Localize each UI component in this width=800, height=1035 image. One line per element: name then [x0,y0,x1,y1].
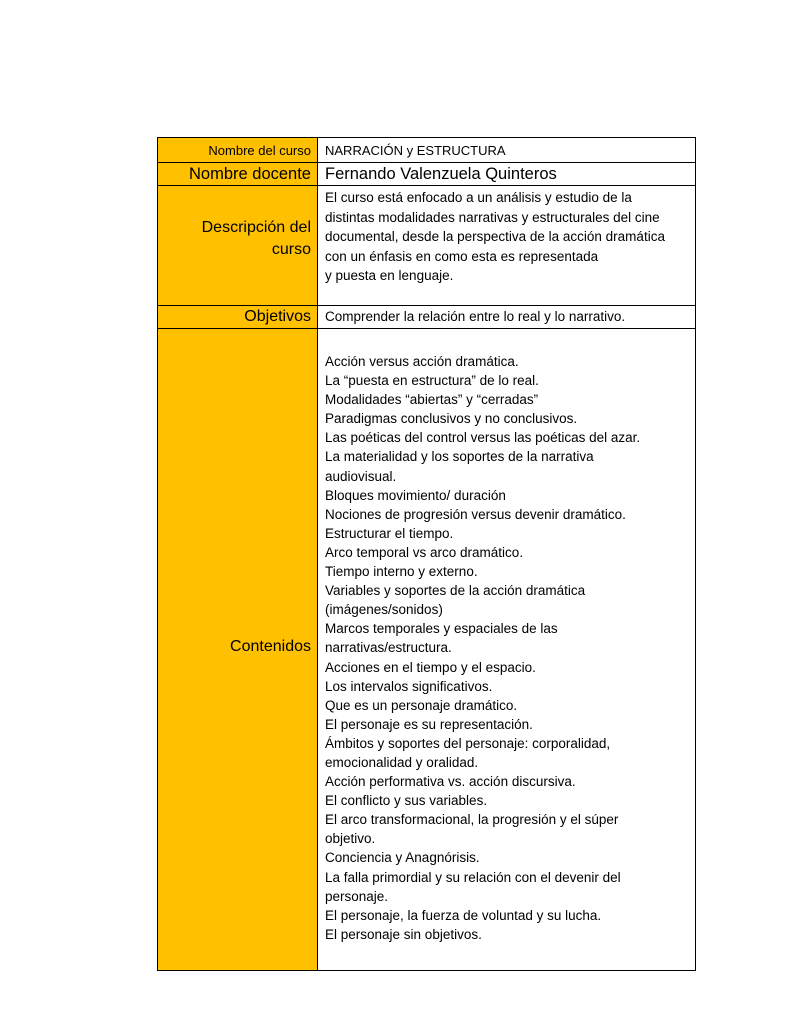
contents-line: El conflicto y sus variables. [325,793,488,809]
course-name-row [158,138,696,163]
contents-line: Que es un personaje dramático. [325,697,518,713]
contents-line: (imágenes/sonidos) [325,602,443,618]
contents-line: Variables y soportes de la acción dramática [325,583,586,599]
teacher-row [158,163,696,186]
course-name-label: Nombre del curso [158,138,318,163]
contents-line: Acción performativa vs. acción discursiva. [325,774,576,790]
contents-line: Conciencia y Anagnórisis. [325,850,480,866]
contents-line: emocionalidad y oralidad. [325,754,479,770]
objectives-value: Comprender la relación entre lo real y lo narrativo. [318,306,696,329]
contents-line: Paradigmas conclusivos y no conclusivos. [325,411,578,427]
contents-line: El personaje es su representación. [325,716,533,732]
contents-line: El personaje, la fuerza de voluntad y su lucha. [325,907,602,923]
contents-row [158,329,696,971]
teacher-label: Nombre docente [158,163,318,186]
contents-line: Estructurar el tiempo. [325,525,454,541]
description-value [318,186,696,306]
description-line: documental, desde la perspectiva de la acción dramática [325,229,665,244]
contents-label: Contenidos [158,329,318,971]
contents-line: objetivo. [325,831,376,847]
description-line: con un énfasis en como esta es representada [325,248,599,264]
description-label-line: curso [271,240,311,258]
contents-line: Acción versus acción dramática. [325,354,519,369]
contents-line: El arco transformacional, la progresión y el súper [325,812,619,828]
contents-line: Bloques movimiento/ duración [325,487,506,503]
contents-line: La “puesta en estructura” de lo real. [325,373,539,389]
contents-line: Modalidades “abiertas” y “cerradas” [325,392,539,408]
course-info-table [157,137,696,971]
objectives-row [158,306,696,329]
contents-line: audiovisual. [325,468,397,484]
teacher-value: Fernando Valenzuela Quinteros [318,163,696,186]
contents-line: El personaje sin objetivos. [325,926,482,942]
contents-line: Acciones en el tiempo y el espacio. [325,659,536,675]
description-label [158,186,318,306]
contents-line: Los intervalos significativos. [325,678,493,694]
contents-line: La materialidad y los soportes de la narrativa [325,449,594,465]
contents-line: Nociones de progresión versus devenir dramático. [325,506,626,522]
contents-line: Las poéticas del control versus las poéticas del azar. [325,430,641,446]
description-label-line: Descripción del [201,218,311,236]
description-line: y puesta en lenguaje. [325,268,454,283]
contents-value [318,329,696,971]
contents-line: Arco temporal vs arco dramático. [325,544,524,560]
contents-line: Tiempo interno y externo. [325,564,478,580]
description-line: El curso está enfocado a un análisis y estudio de la [325,190,632,205]
contents-line: Ámbitos y soportes del personaje: corporalidad, [325,735,611,751]
description-row [158,186,696,306]
contents-line: Marcos temporales y espaciales de las [325,621,558,637]
objectives-label: Objetivos [158,306,318,329]
contents-line: La falla primordial y su relación con el devenir del [325,869,621,885]
contents-line: narrativas/estructura. [325,640,452,656]
description-line: distintas modalidades narrativas y estructurales del cine [325,209,660,225]
contents-line: personaje. [325,888,389,904]
course-name-value: NARRACIÓN y ESTRUCTURA [318,138,696,163]
